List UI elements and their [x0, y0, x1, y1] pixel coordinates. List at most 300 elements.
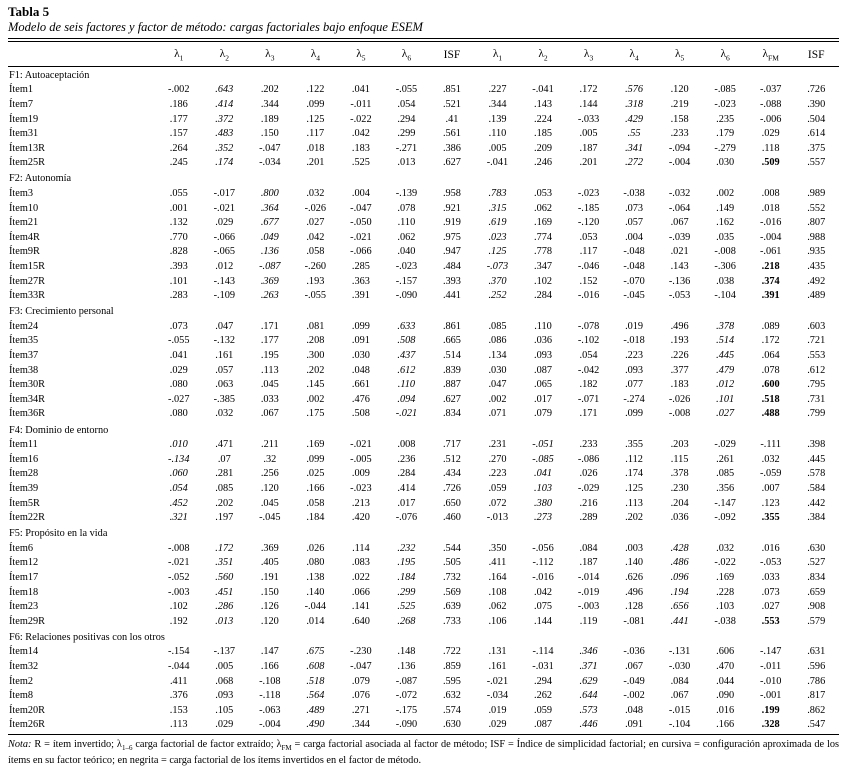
table-note	[8, 739, 839, 768]
loading-value: .091	[625, 719, 644, 731]
loading-value: -.114	[532, 646, 554, 658]
item-label: Ítem11	[9, 439, 38, 451]
header-row	[8, 42, 839, 67]
loading-value: .033	[260, 393, 279, 405]
loading-value: .086	[488, 335, 507, 347]
loading-value: .800	[260, 188, 279, 200]
loading-value: .087	[534, 364, 553, 376]
loading-value: .005	[215, 661, 234, 673]
loading-value: .115	[670, 453, 689, 465]
loading-value: -.022	[714, 557, 736, 569]
loading-value: .029	[215, 217, 234, 229]
loading-value: .783	[488, 188, 507, 200]
item-label: Ítem34R	[9, 393, 46, 405]
loading-value: .139	[488, 113, 507, 125]
loading-value: -.111	[760, 439, 782, 451]
loading-value: .650	[442, 497, 461, 509]
loading-value: .378	[716, 320, 735, 332]
loading-value: .195	[397, 557, 416, 569]
loading-value: .391	[351, 290, 370, 302]
loading-value: .161	[488, 661, 507, 673]
loading-value: .420	[351, 512, 370, 524]
loading-value: .147	[260, 646, 279, 658]
column-header-lambda: $\lambda_5$	[338, 42, 384, 67]
loading-value: .284	[397, 468, 416, 480]
loading-value: -.010	[759, 675, 782, 687]
loading-value: -.061	[759, 246, 782, 258]
loading-value: -.029	[577, 482, 600, 494]
loading-value: .164	[488, 571, 507, 583]
loading-value: -.023	[577, 188, 600, 200]
loading-value: -.023	[714, 98, 736, 110]
loading-value: .014	[306, 615, 325, 627]
loading-value: .072	[488, 497, 507, 509]
loading-value: -.147	[759, 646, 782, 658]
loading-value: .085	[716, 468, 735, 480]
loading-value: -.137	[213, 646, 236, 658]
loading-value: .169	[716, 571, 735, 583]
item-row	[8, 511, 839, 526]
loading-value: -.274	[623, 393, 645, 405]
loading-value: -.053	[759, 557, 782, 569]
loading-value: .344	[260, 98, 279, 110]
loading-value: -.385	[213, 393, 236, 405]
loading-value: .158	[670, 113, 689, 125]
loading-value: .235	[716, 113, 735, 125]
loading-value: -.032	[668, 188, 691, 200]
loading-value: -.026	[304, 202, 327, 214]
loading-value: .054	[169, 482, 188, 494]
loading-value: .643	[215, 84, 234, 96]
loading-value: -.092	[714, 512, 736, 524]
loading-value: .162	[716, 217, 735, 229]
loading-value: .117	[579, 246, 598, 258]
loading-value: .026	[579, 468, 598, 480]
loading-value: .186	[169, 98, 188, 110]
item-row	[8, 289, 839, 304]
item-row	[8, 378, 839, 393]
loading-value: -.271	[395, 142, 418, 154]
loading-value: .029	[169, 364, 188, 376]
loading-value: .633	[397, 320, 416, 332]
loading-value: -.090	[395, 290, 418, 302]
loading-value: .525	[397, 601, 416, 613]
loading-value: .143	[534, 98, 553, 110]
loading-value: -.011	[760, 661, 782, 673]
loading-value: .347	[534, 261, 553, 273]
loading-value: .514	[442, 350, 461, 362]
loading-value: -.048	[623, 261, 645, 273]
factor-section-row	[8, 304, 839, 320]
loading-value: .102	[534, 275, 553, 287]
loading-value: .411	[169, 675, 188, 687]
loading-value: .150	[260, 128, 279, 140]
loading-value: .067	[625, 661, 644, 673]
loading-value: .262	[534, 690, 553, 702]
loading-value: .202	[215, 497, 234, 509]
loading-value: .125	[625, 482, 644, 494]
loading-value: .490	[306, 719, 325, 731]
loading-value: .150	[260, 586, 279, 598]
loading-value: .261	[716, 453, 735, 465]
loading-value: .442	[807, 497, 826, 509]
loading-value: .219	[670, 98, 689, 110]
loading-value: -.175	[395, 704, 418, 716]
loading-value: .270	[488, 453, 507, 465]
item-label: Ítem13R	[9, 142, 46, 154]
loading-value: .103	[534, 482, 553, 494]
item-label: Ítem33R	[9, 290, 46, 302]
loading-value: .573	[579, 704, 598, 716]
loading-value: .126	[260, 601, 279, 613]
loading-value: .177	[169, 113, 188, 125]
loading-value: .632	[442, 690, 461, 702]
loading-value: .101	[169, 275, 188, 287]
loading-value: .726	[442, 482, 461, 494]
loading-value: .352	[215, 142, 234, 154]
loading-value: .471	[215, 439, 234, 451]
loading-value: .518	[306, 675, 325, 687]
loading-value: .089	[761, 320, 780, 332]
loading-value: .123	[761, 497, 780, 509]
loading-value: .283	[169, 290, 188, 302]
loading-value: .166	[716, 719, 735, 731]
item-row	[8, 260, 839, 275]
item-row	[8, 364, 839, 379]
loading-value: .149	[716, 202, 735, 214]
loading-value: .608	[306, 661, 325, 673]
loading-value: -.034	[259, 157, 281, 169]
corner-cell	[8, 42, 156, 67]
loading-value: .033	[761, 571, 780, 583]
loading-value: -.260	[304, 261, 327, 273]
loading-value: .048	[625, 704, 644, 716]
loading-value: -.306	[714, 261, 736, 273]
loading-value: .434	[442, 468, 461, 480]
loading-value: .393	[169, 261, 188, 273]
loading-value: .619	[488, 217, 507, 229]
loading-value: .099	[306, 453, 325, 465]
loading-value: .584	[807, 482, 826, 494]
loading-value: .372	[215, 113, 234, 125]
loading-value: .027	[306, 217, 325, 229]
loading-value: .564	[306, 690, 325, 702]
item-label: Ítem25R	[9, 157, 46, 169]
loading-value: .076	[351, 690, 370, 702]
loading-value: -.109	[213, 290, 236, 302]
loading-value: .063	[215, 379, 234, 391]
column-header-lambda: $\lambda_4$	[293, 42, 339, 67]
item-row	[8, 83, 839, 98]
item-row	[8, 482, 839, 497]
loading-value: -.055	[395, 84, 418, 96]
loading-value: .370	[488, 275, 507, 287]
loading-value: .988	[807, 231, 826, 243]
loading-value: .132	[169, 217, 188, 229]
loading-value: .204	[670, 497, 689, 509]
factor-section-label: F2: Autonomía	[9, 173, 72, 185]
loading-value: -.059	[759, 468, 782, 480]
loading-value: .786	[807, 675, 826, 687]
loading-value: .659	[807, 586, 826, 598]
loading-value: .174	[625, 468, 644, 480]
loading-value: -.045	[623, 290, 645, 302]
loading-value: .027	[716, 408, 735, 420]
loading-value: .231	[488, 439, 507, 451]
loading-value: .110	[488, 128, 507, 140]
loading-value: -.078	[577, 320, 600, 332]
loading-value: .393	[442, 275, 461, 287]
loading-value: .184	[306, 512, 325, 524]
loading-value: -.018	[623, 335, 645, 347]
loading-value: .144	[534, 615, 553, 627]
loading-value: -.230	[350, 646, 372, 658]
loading-value: .101	[716, 393, 735, 405]
item-row	[8, 645, 839, 660]
loading-value: -.021	[168, 557, 190, 569]
loading-value: .099	[625, 408, 644, 420]
item-label: Ítem17	[9, 571, 39, 583]
loading-value: .376	[169, 690, 188, 702]
loading-value: .614	[807, 128, 826, 140]
loading-value: -.147	[714, 497, 736, 509]
loading-value: .030	[716, 157, 735, 169]
loading-value: .085	[488, 320, 507, 332]
loading-value: .179	[716, 128, 735, 140]
loading-value: .060	[169, 468, 188, 480]
loading-value: .496	[625, 586, 644, 598]
loading-value: .054	[579, 350, 598, 362]
loading-value: .106	[488, 615, 507, 627]
loading-value: .113	[261, 364, 279, 376]
loading-value: .193	[670, 335, 689, 347]
loading-value: .677	[260, 217, 279, 229]
loading-value: .036	[670, 512, 689, 524]
loading-value: .284	[534, 290, 553, 302]
loading-value: .091	[351, 335, 370, 347]
loading-value: .073	[169, 320, 188, 332]
loading-value: .110	[534, 320, 552, 332]
loading-value: .169	[306, 439, 325, 451]
loading-value: .947	[442, 246, 461, 258]
loading-value: .717	[442, 439, 461, 451]
loading-value: .120	[260, 615, 279, 627]
loading-value: -.066	[350, 246, 372, 258]
loading-value: .029	[761, 128, 780, 140]
loading-value: -.047	[259, 142, 281, 154]
loading-value: .019	[625, 320, 644, 332]
loading-value: .118	[761, 142, 780, 154]
loading-value: -.021	[213, 202, 236, 214]
loading-value: .230	[670, 482, 689, 494]
loading-value: .087	[534, 719, 553, 731]
loading-value: .774	[534, 231, 553, 243]
loading-value: .064	[761, 350, 780, 362]
column-header-lambda: $\lambda_2$	[520, 42, 566, 67]
loading-value: .071	[488, 408, 507, 420]
loading-value: .096	[670, 571, 689, 583]
item-row	[8, 689, 839, 704]
loading-value: .216	[579, 497, 598, 509]
loading-value: .391	[761, 290, 780, 302]
loading-value: .002	[488, 393, 507, 405]
loading-value: .044	[716, 675, 735, 687]
loading-value: .195	[260, 350, 279, 362]
column-header-lambda: $\lambda_4$	[611, 42, 657, 67]
loading-value: .246	[534, 157, 553, 169]
item-label: Ítem38	[9, 364, 39, 376]
loading-value: .054	[397, 98, 416, 110]
loading-value: .268	[397, 615, 416, 627]
loading-value: .102	[169, 601, 188, 613]
item-label: Ítem31	[9, 128, 39, 140]
loading-value: .143	[670, 261, 689, 273]
loading-value: .110	[397, 379, 416, 391]
item-label: Ítem14	[9, 646, 39, 658]
loading-value: .32	[263, 453, 277, 465]
item-label: Ítem7	[9, 98, 34, 110]
loading-value: .084	[579, 542, 598, 554]
loading-value: .344	[351, 719, 370, 731]
loading-value: -.053	[668, 290, 691, 302]
loading-value: .055	[169, 188, 188, 200]
loading-value: .057	[625, 217, 644, 229]
loading-value: .018	[761, 202, 780, 214]
factor-section-label: F1: Autoaceptación	[9, 69, 90, 81]
loading-value: -.021	[350, 231, 372, 243]
loading-value: .579	[807, 615, 826, 627]
item-label: Ítem21	[9, 217, 39, 229]
loading-value: .009	[351, 468, 370, 480]
loading-value: .062	[397, 231, 416, 243]
loading-value: .414	[215, 98, 234, 110]
loading-value: -.136	[668, 275, 691, 287]
loading-value: -.045	[259, 512, 281, 524]
loading-value: .094	[397, 393, 416, 405]
loading-value: -.016	[577, 290, 600, 302]
loading-value: .202	[625, 512, 644, 524]
note-text: = carga factorial asociada al factor de método; ISF = Índice de simplicidad factorial; en cursiva = configuración aproximada de los ítems en su factor teórico; en negrita = carga factorial de los ítems invertidos en el factor de método.	[8, 739, 839, 766]
loading-value: .120	[260, 482, 279, 494]
item-label: Ítem15R	[9, 261, 46, 273]
loading-value: .344	[488, 98, 507, 110]
loading-value: .141	[351, 601, 370, 613]
loading-value: -.134	[168, 453, 190, 465]
loading-value: .075	[534, 601, 553, 613]
loading-value: .378	[670, 468, 689, 480]
factor-section-row	[8, 526, 839, 542]
item-row	[8, 245, 839, 260]
loading-value: .211	[261, 439, 279, 451]
loading-value: .398	[807, 439, 826, 451]
loading-value: .656	[670, 601, 689, 613]
loading-value: .079	[351, 675, 370, 687]
item-row	[8, 438, 839, 453]
column-header-lambda: $\lambda_3$	[247, 42, 293, 67]
loading-value: .476	[351, 393, 370, 405]
loading-value: .374	[761, 275, 780, 287]
loading-value: .508	[351, 408, 370, 420]
loading-value: -.112	[532, 557, 554, 569]
loading-value: .233	[579, 439, 598, 451]
loading-value: .032	[215, 408, 234, 420]
factor-section-label: F3: Crecimiento personal	[9, 306, 114, 318]
loading-value: -.041	[486, 157, 509, 169]
loading-value: .272	[625, 157, 644, 169]
loading-value: .483	[215, 128, 234, 140]
loading-value: .341	[625, 142, 644, 154]
loading-value: .041	[169, 350, 188, 362]
loading-value: -.019	[577, 586, 600, 598]
loading-value: .199	[761, 704, 780, 716]
loading-value: -.031	[532, 661, 554, 673]
loading-value: .512	[442, 453, 461, 465]
loading-value: .085	[215, 482, 234, 494]
loading-value: .209	[534, 142, 553, 154]
loading-value: .058	[306, 246, 325, 258]
loading-value: .732	[442, 571, 461, 583]
loading-value: .935	[807, 246, 826, 258]
loading-value: .041	[534, 468, 553, 480]
loading-value: .157	[169, 128, 188, 140]
loading-value: -.005	[350, 453, 372, 465]
loading-value: .013	[397, 157, 416, 169]
loading-value: .600	[761, 379, 780, 391]
loading-value: -.081	[623, 615, 645, 627]
loading-value: .256	[260, 468, 279, 480]
loading-value: .172	[761, 335, 780, 347]
loading-value: -.086	[577, 453, 600, 465]
loading-value: .612	[807, 364, 826, 376]
item-row	[8, 571, 839, 586]
loading-value: .271	[351, 704, 370, 716]
loading-value: .140	[306, 586, 325, 598]
loading-value: .315	[488, 202, 507, 214]
loading-value: .110	[397, 217, 416, 229]
loading-value: -.131	[668, 646, 691, 658]
loading-value: .639	[442, 601, 461, 613]
loading-value: .067	[260, 408, 279, 420]
loading-value: .223	[625, 350, 644, 362]
loading-value: .042	[534, 586, 553, 598]
loading-value: -.055	[304, 290, 327, 302]
loading-value: .446	[579, 719, 598, 731]
loading-value: .346	[579, 646, 598, 658]
column-header-lambda: $\lambda_1$	[156, 42, 202, 67]
item-row	[8, 453, 839, 468]
loading-value: .067	[670, 217, 689, 229]
loading-value: .022	[351, 571, 370, 583]
loading-value: -.013	[486, 512, 509, 524]
loading-value: .079	[534, 408, 553, 420]
loading-value: .318	[625, 98, 644, 110]
loading-value: .201	[579, 157, 598, 169]
loading-value: -.143	[213, 275, 236, 287]
loading-value: .177	[260, 335, 279, 347]
loading-value: .016	[761, 542, 780, 554]
item-label: Ítem27R	[9, 275, 46, 287]
loading-value: .122	[306, 84, 325, 96]
loading-value: .975	[442, 231, 461, 243]
loading-value: .029	[215, 719, 234, 731]
loading-value: .451	[215, 586, 234, 598]
table-rule-bottom	[8, 734, 839, 735]
loading-value: -.087	[395, 675, 418, 687]
loading-value: .851	[442, 84, 461, 96]
loading-value: -.157	[395, 275, 418, 287]
loading-value: .080	[169, 408, 188, 420]
factor-section-label: F4: Dominio de entorno	[9, 424, 109, 436]
